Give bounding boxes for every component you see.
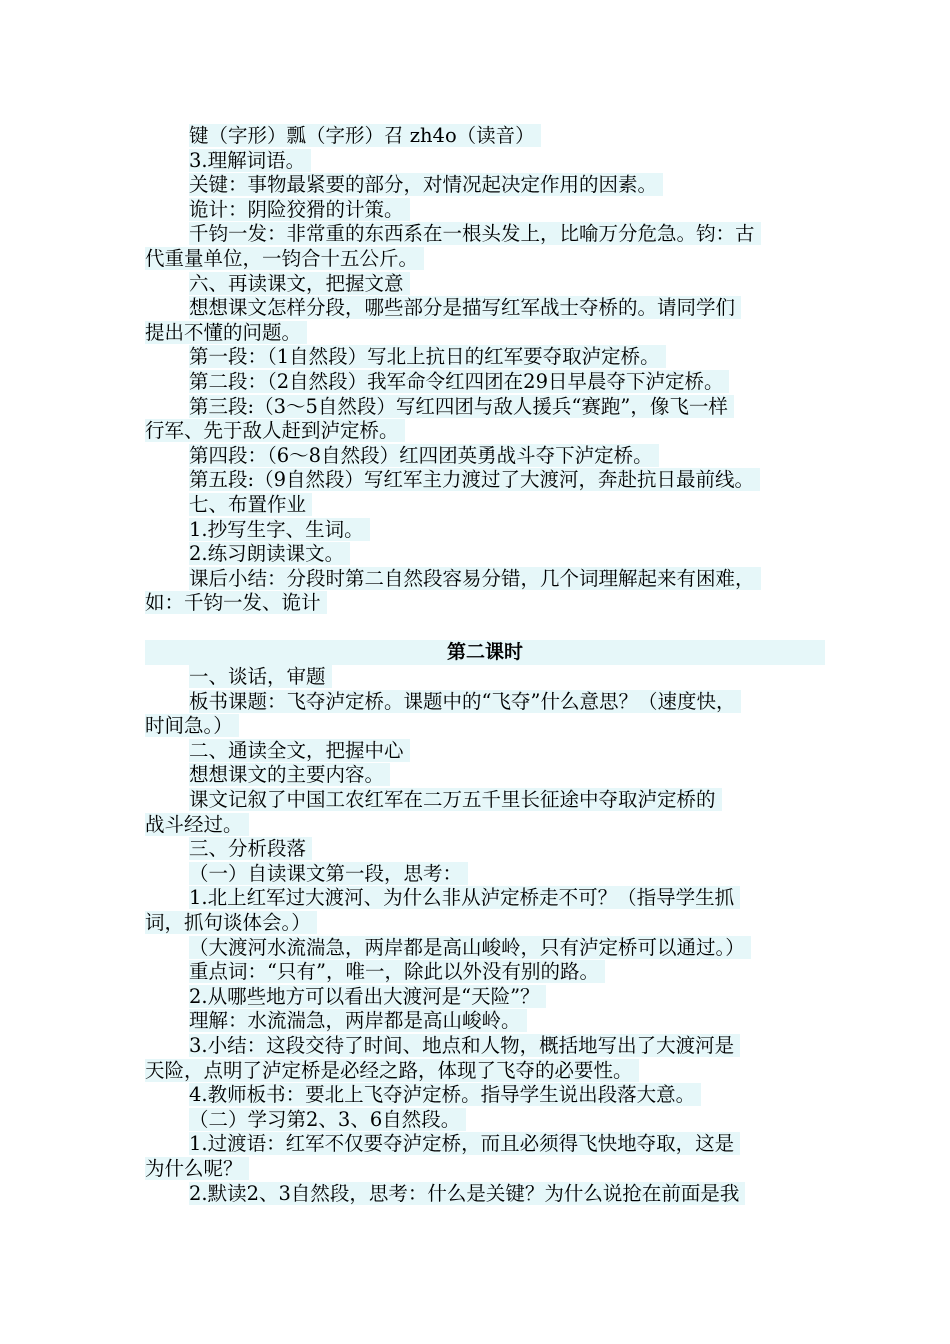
section-heading-text: 第二课时 — [446, 641, 523, 664]
text-line — [145, 395, 825, 420]
text-line-content: 第四段：（6～8自然段）红四团英勇战斗夺下泸定桥。 — [189, 444, 659, 467]
text-line-content: 课文记叙了中国工农红军在二万五千里长征途中夺取泸定桥的 — [189, 788, 722, 811]
blank-line — [145, 616, 825, 641]
text-line — [145, 296, 825, 321]
text-line-content: 1.过渡语：红军不仅要夺泸定桥，而且必须得飞快地夺取，这是 — [189, 1132, 740, 1155]
text-line — [145, 567, 825, 592]
text-line — [145, 591, 825, 616]
text-line-content: 想想课文的主要内容。 — [189, 763, 390, 786]
section-heading — [145, 640, 825, 665]
text-line-content: 时间急。） — [145, 714, 239, 737]
text-line — [145, 837, 825, 862]
text-line-content: 第一段：（1自然段）写北上抗日的红军要夺取泸定桥。 — [189, 345, 666, 368]
text-line-content: 1.北上红军过大渡河、为什么非从泸定桥走不可？（指导学生抓 — [189, 886, 740, 909]
text-line-content: 词，抓句谈体会。） — [145, 911, 317, 934]
text-line-content: 如：千钧一发、诡计 — [145, 591, 327, 614]
text-line — [145, 714, 825, 739]
text-line-content: 七、布置作业 — [189, 493, 312, 516]
text-line — [145, 542, 825, 567]
text-line-content: 4.教师板书：要北上飞夺泸定桥。指导学生说出段落大意。 — [189, 1083, 701, 1106]
text-line — [145, 739, 825, 764]
text-line — [145, 665, 825, 690]
text-line — [145, 788, 825, 813]
text-line-content: 重点词：“只有”，唯一，除此以外没有别的路。 — [189, 960, 605, 983]
text-line — [145, 345, 825, 370]
text-line — [145, 173, 825, 198]
text-line-content: 一、谈话，审题 — [189, 665, 332, 688]
text-line — [145, 1132, 825, 1157]
text-line — [145, 690, 825, 715]
text-line — [145, 124, 825, 149]
text-line — [145, 985, 825, 1010]
text-line — [145, 936, 825, 961]
text-line — [145, 911, 825, 936]
text-line — [145, 1059, 825, 1084]
text-line — [145, 862, 825, 887]
text-line — [145, 960, 825, 985]
text-line — [145, 886, 825, 911]
text-line-content: 千钧一发：非常重的东西系在一根头发上，比喻万分危急。钧：古 — [189, 222, 761, 245]
text-line — [145, 1034, 825, 1059]
text-line-content: 三、分析段落 — [189, 837, 312, 860]
text-line — [145, 1009, 825, 1034]
text-line-content: 代重量单位，一钧合十五公斤。 — [145, 247, 424, 270]
text-line-content: 第三段:（3～5自然段）写红四团与敌人援兵“赛跑”，像飞一样 — [189, 395, 734, 418]
text-line-content: （一）自读课文第一段，思考： — [189, 862, 468, 885]
text-line-content: 战斗经过。 — [145, 813, 249, 836]
text-line — [145, 493, 825, 518]
text-line-content: 天险，点明了泸定桥是必经之路，体现了飞夺的必要性。 — [145, 1059, 639, 1082]
text-line — [145, 468, 825, 493]
document-body — [145, 124, 825, 1206]
text-line-content: 3.小结：这段交待了时间、地点和人物，概括地写出了大渡河是 — [189, 1034, 740, 1057]
text-line-content: 2.默读2、3自然段，思考：什么是关键？为什么说抢在前面是我 — [189, 1182, 745, 1205]
text-line-content: 第二段：（2自然段）我军命令红四团在29日早晨夺下泸定桥。 — [189, 370, 729, 393]
text-line-content: （二）学习第2、3、6自然段。 — [189, 1108, 466, 1131]
text-line — [145, 1157, 825, 1182]
text-line-content: （大渡河水流湍急，两岸都是高山峻岭，只有泸定桥可以通过。） — [189, 936, 751, 959]
text-line — [145, 321, 825, 346]
text-line — [145, 247, 825, 272]
text-line — [145, 1083, 825, 1108]
text-line-content: 提出不懂的问题。 — [145, 321, 307, 344]
text-line — [145, 444, 825, 469]
text-line-content: 1.抄写生字、生词。 — [189, 518, 370, 541]
text-line — [145, 198, 825, 223]
text-line-content: 诡计：阴险狡猾的计策。 — [189, 198, 410, 221]
text-line-content: 二、通读全文，把握中心 — [189, 739, 410, 762]
text-line-content: 行军、先于敌人赶到泸定桥。 — [145, 419, 405, 442]
text-line — [145, 222, 825, 247]
text-line-content: 课后小结：分段时第二自然段容易分错，几个词理解起来有困难， — [189, 567, 761, 590]
text-line — [145, 518, 825, 543]
text-line — [145, 149, 825, 174]
text-line — [145, 1182, 825, 1207]
text-line-content: 键（字形）瓢（字形）召 zh4o（读音） — [189, 124, 541, 147]
text-line — [145, 813, 825, 838]
text-line-content: 第五段:（9自然段）写红军主力渡过了大渡河，奔赴抗日最前线。 — [189, 468, 760, 491]
text-line-content: 3.理解词语。 — [189, 149, 311, 172]
text-line-content: 板书课题：飞夺泸定桥。课题中的“飞夺”什么意思？（速度快， — [189, 690, 741, 713]
text-line-content: 六、再读课文，把握文意 — [189, 272, 410, 295]
text-line-content: 为什么呢？ — [145, 1157, 249, 1180]
text-line — [145, 370, 825, 395]
text-line — [145, 419, 825, 444]
text-line-content: 2.从哪些地方可以看出大渡河是“天险”？ — [189, 985, 546, 1008]
text-line-content: 理解：水流湍急，两岸都是高山峻岭。 — [189, 1009, 527, 1032]
text-line-content: 想想课文怎样分段，哪些部分是描写红军战士夺桥的。请同学们 — [189, 296, 741, 319]
text-line — [145, 272, 825, 297]
text-line — [145, 1108, 825, 1133]
text-line — [145, 763, 825, 788]
text-line-content: 2.练习朗读课文。 — [189, 542, 350, 565]
text-line-content: 关键：事物最紧要的部分，对情况起决定作用的因素。 — [189, 173, 663, 196]
